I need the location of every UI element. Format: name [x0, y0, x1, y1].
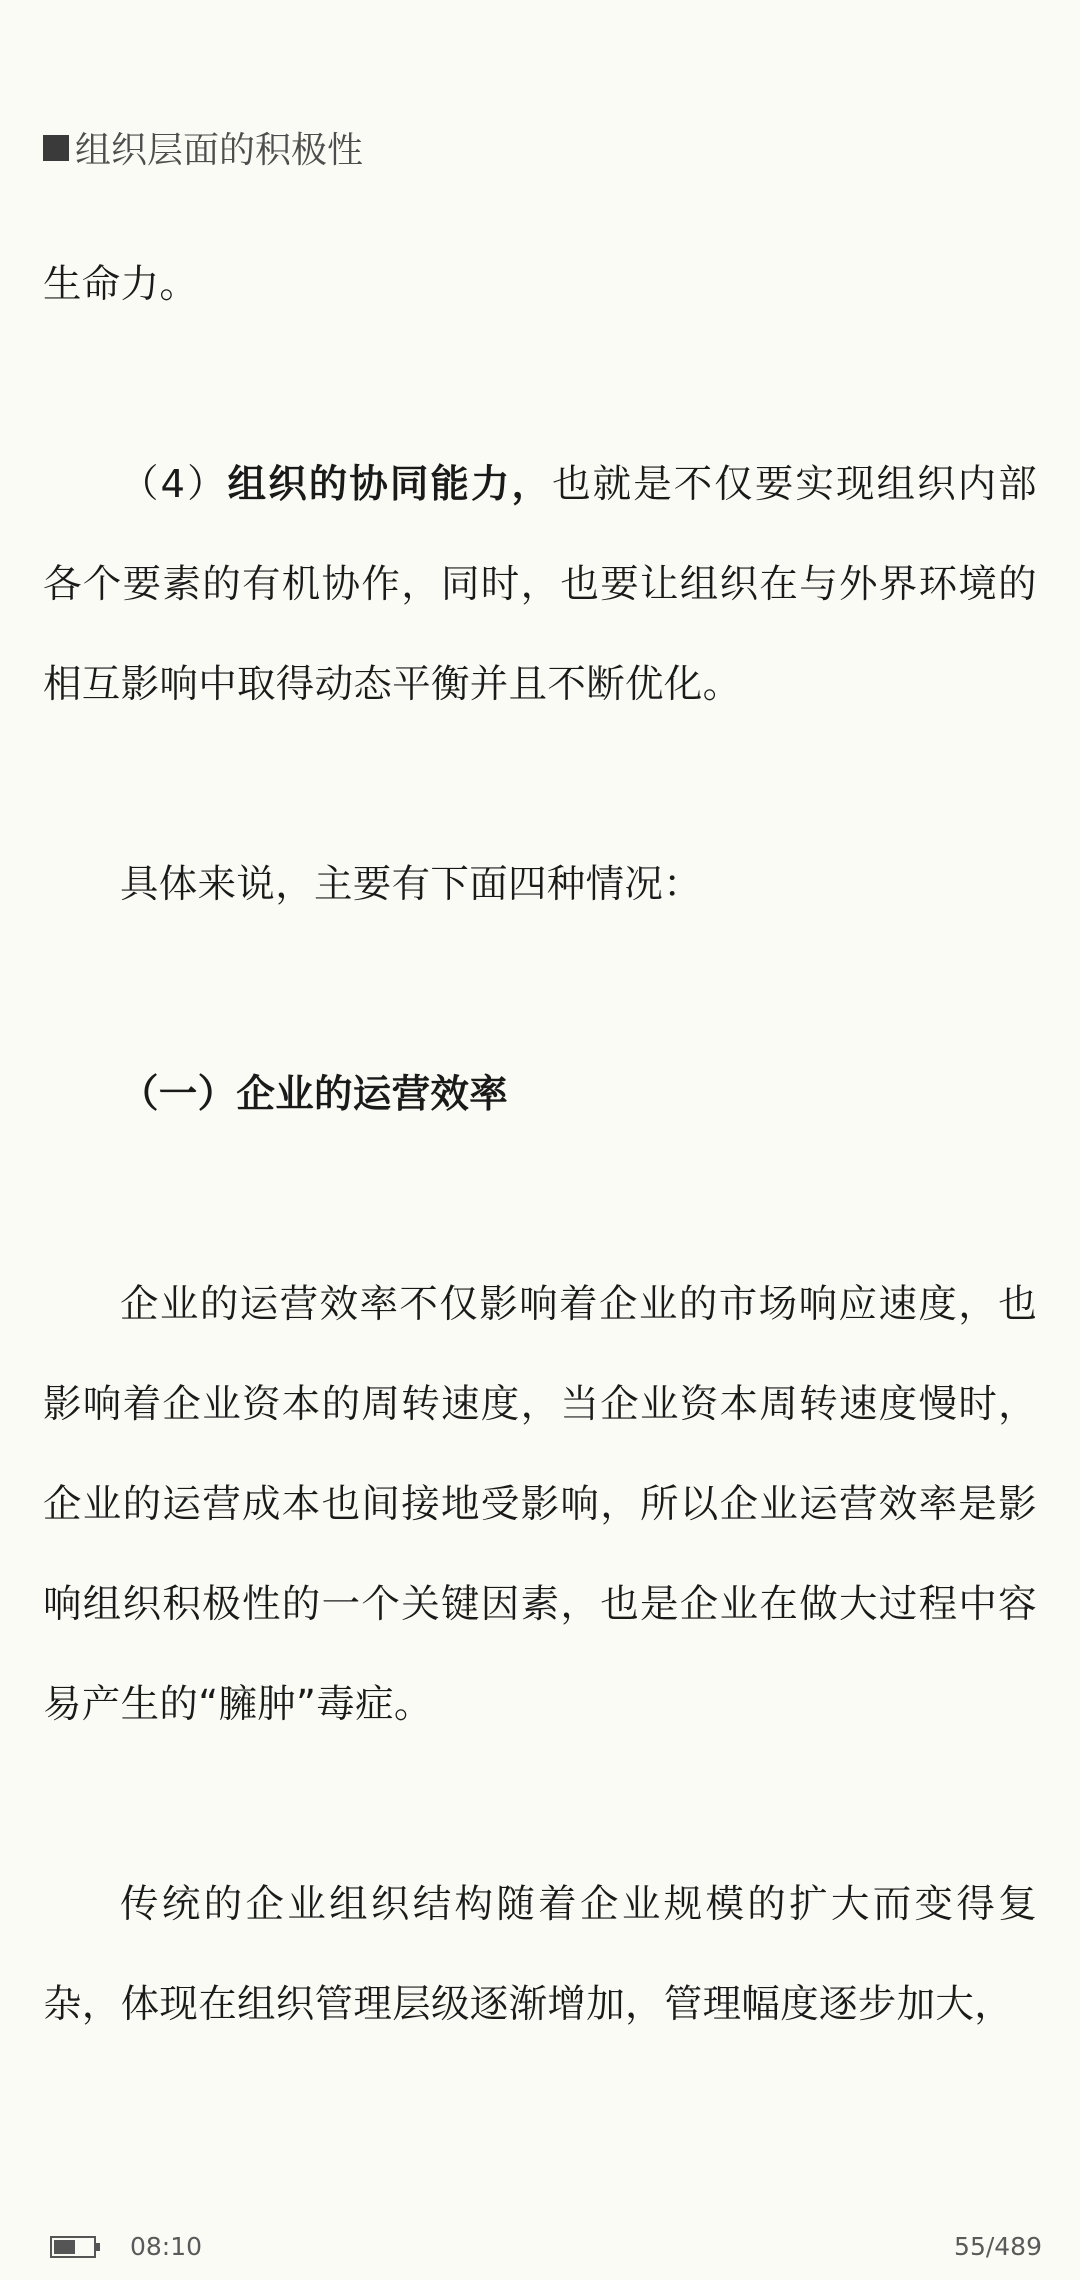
square-bullet-icon — [43, 135, 69, 161]
paragraph-text: 也就是不仅要实现组织内部各个要素的有机协作，同时，也要让组织在与外界环境的相互影响中取得动态平衡并且不断优化。 — [43, 462, 1037, 707]
chapter-title: 组织层面的积极性 — [75, 130, 364, 171]
paragraph-efficiency: 企业的运营效率不仅影响着企业的市场响应速度，也影响着企业资本的周转速度，当企业资本周转速度慢时，企业的运营成本也间接地受影响，所以企业运营效率是影响组织积极性的一个关键因素，也是企业在做大过程中容易产生的“臃肿”毒症。 — [43, 1282, 1037, 1727]
reader-footer — [0, 2220, 1080, 2280]
clock-time: 08:10 — [130, 2232, 203, 2261]
battery-fill — [54, 2240, 75, 2254]
reading-content[interactable] — [43, 235, 1037, 2055]
page-indicator: 55/489 — [954, 2232, 1042, 2261]
section-heading — [43, 1045, 1037, 1145]
paragraph-intro: 具体来说，主要有下面四种情况： — [120, 862, 703, 907]
section-heading-text: （一）企业的运营效率 — [120, 1072, 509, 1117]
paragraph-structure: 传统的企业组织结构随着企业规模的扩大而变得复杂，体现在组织管理层级逐渐增加，管理幅度逐步加大， — [43, 1882, 1037, 2027]
paragraph-number: （4） — [120, 462, 228, 507]
bold-term: 组织的协同能力， — [227, 462, 553, 507]
paragraph-coordination — [43, 435, 1037, 735]
paragraph-continuation: 生命力。 — [43, 262, 199, 307]
chapter-header — [43, 122, 363, 173]
battery-icon — [50, 2236, 96, 2258]
